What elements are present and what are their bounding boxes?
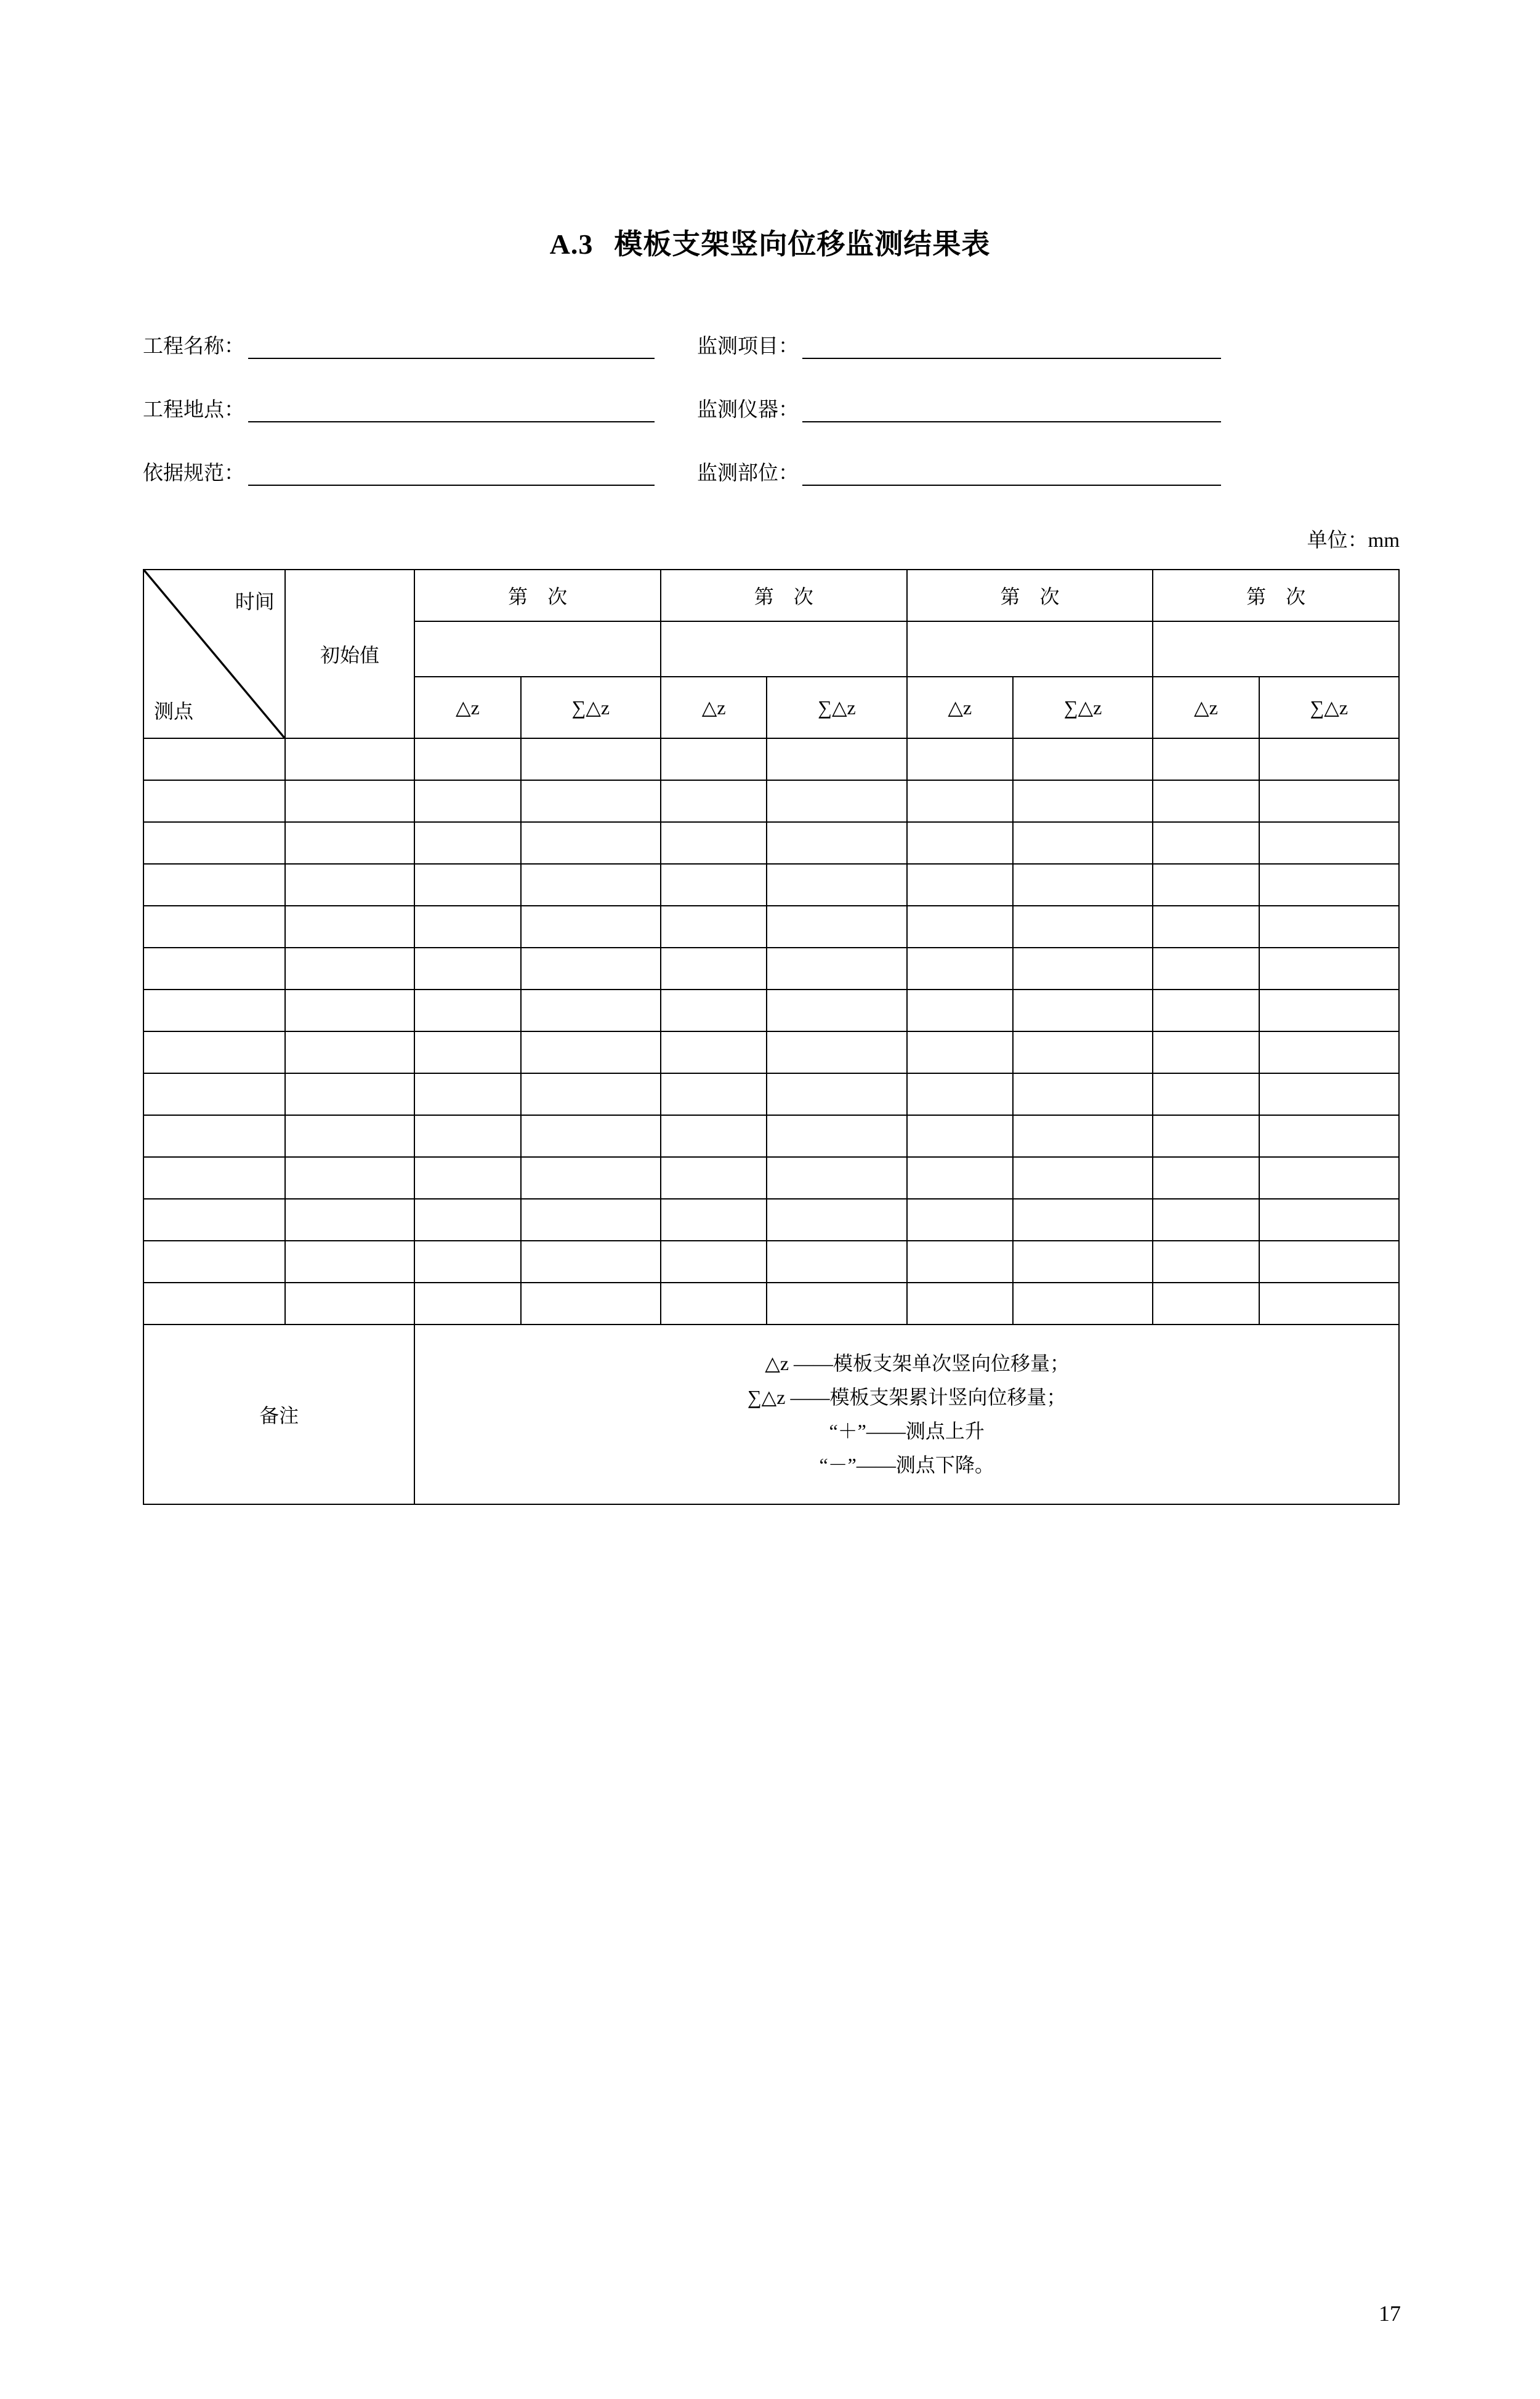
table-row [143,906,1399,948]
cell-point[interactable] [143,864,285,906]
cell-initial-value[interactable] [285,780,415,822]
cell-measurement[interactable] [1153,822,1259,864]
cell-measurement[interactable] [661,948,767,990]
cell-measurement[interactable] [907,1031,1013,1073]
cell-measurement[interactable] [1013,822,1153,864]
cell-measurement[interactable] [907,780,1013,822]
field-row [143,393,1417,422]
cell-measurement[interactable] [1153,1031,1259,1073]
cell-measurement[interactable] [661,1115,767,1157]
field-row [143,457,1417,486]
cell-point[interactable] [143,906,285,948]
field-label: 工程地点： [143,399,244,421]
cell-measurement[interactable] [767,948,906,990]
initial-value-header: 初始值 [285,570,415,738]
cell-initial-value[interactable] [285,864,415,906]
cell-measurement[interactable] [414,1199,520,1241]
cell-measurement[interactable] [414,780,520,822]
cell-measurement[interactable] [767,1073,906,1115]
cell-measurement[interactable] [907,948,1013,990]
symbol-header-1: △z [414,677,520,738]
table-row [143,780,1399,822]
symbol-header-2: ∑△z [521,677,661,738]
corner-time-label: 时间 [235,591,275,613]
cell-measurement[interactable] [767,822,906,864]
cell-measurement[interactable] [521,906,661,948]
cell-measurement[interactable] [907,1199,1013,1241]
table-row [143,1283,1399,1324]
table-row [143,864,1399,906]
field-project-location [143,393,697,422]
field-input-line[interactable] [802,339,1221,359]
cell-measurement[interactable] [767,1283,906,1324]
cell-measurement[interactable] [1153,948,1259,990]
field-input-line[interactable] [248,403,655,422]
field-project-name [143,330,697,359]
table-row [143,948,1399,990]
cell-measurement[interactable] [1153,990,1259,1031]
table-row [143,1073,1399,1115]
cell-point[interactable] [143,1283,285,1324]
cell-measurement[interactable] [521,864,661,906]
cell-measurement[interactable] [907,1241,1013,1283]
cell-measurement[interactable] [414,990,520,1031]
cell-measurement[interactable] [907,1157,1013,1199]
table-row [143,1031,1399,1073]
cell-measurement[interactable] [1013,906,1153,948]
cell-measurement[interactable] [1013,1157,1153,1199]
symbol-header-6: ∑△z [1013,677,1153,738]
cell-measurement[interactable] [1013,990,1153,1031]
cell-measurement[interactable] [767,780,906,822]
cell-measurement[interactable] [521,990,661,1031]
cell-measurement[interactable] [1013,1115,1153,1157]
cell-measurement[interactable] [414,1241,520,1283]
cell-measurement[interactable] [521,822,661,864]
cell-measurement[interactable] [521,1031,661,1073]
cell-point[interactable] [143,948,285,990]
cell-measurement[interactable] [1259,1073,1399,1115]
cell-initial-value[interactable] [285,1241,415,1283]
unit-note: 单位：mm [1307,530,1400,552]
cell-measurement[interactable] [1259,822,1399,864]
cell-measurement[interactable] [907,1115,1013,1157]
document-page [0,222,1540,2399]
cell-measurement[interactable] [1259,1031,1399,1073]
cell-measurement[interactable] [1153,1115,1259,1157]
cell-measurement[interactable] [907,906,1013,948]
table-row [143,1157,1399,1199]
cell-measurement[interactable] [767,738,906,780]
cell-measurement[interactable] [661,780,767,822]
field-monitor-item [697,330,1221,359]
cell-initial-value[interactable] [285,1115,415,1157]
table-row [143,738,1399,780]
cell-point[interactable] [143,1073,285,1115]
corner-point-label: 测点 [154,700,194,722]
cell-measurement[interactable] [1153,1283,1259,1324]
cell-initial-value[interactable] [285,948,415,990]
symbol-header-8: ∑△z [1259,677,1399,738]
remark-content [414,1324,1399,1504]
remark-label: 备注 [143,1324,414,1504]
cell-measurement[interactable] [661,1031,767,1073]
cell-measurement[interactable] [1013,864,1153,906]
remark-line-2: ∑△z ——模板支架累计竖向位移量； [747,1385,1066,1408]
remark-row [143,1324,1399,1504]
cell-point[interactable] [143,738,285,780]
cell-measurement[interactable] [661,738,767,780]
cell-measurement[interactable] [414,1283,520,1324]
cell-measurement[interactable] [414,906,520,948]
cell-measurement[interactable] [521,1283,661,1324]
cell-measurement[interactable] [1013,780,1153,822]
cell-measurement[interactable] [767,1199,906,1241]
table-row [143,1115,1399,1157]
cell-measurement[interactable] [414,1115,520,1157]
cell-measurement[interactable] [521,1115,661,1157]
title-number: A.3 [549,228,594,260]
table-row [143,990,1399,1031]
cell-initial-value[interactable] [285,990,415,1031]
cell-measurement[interactable] [907,990,1013,1031]
cell-point[interactable] [143,822,285,864]
cell-measurement[interactable] [521,738,661,780]
field-monitor-instrument [697,393,1221,422]
corner-header-cell [143,570,285,738]
cell-measurement[interactable] [521,1157,661,1199]
cell-measurement[interactable] [1153,864,1259,906]
cell-measurement[interactable] [661,1199,767,1241]
cell-measurement[interactable] [767,864,906,906]
field-standard-basis [143,457,697,486]
cell-initial-value[interactable] [285,738,415,780]
nth-header-4: 第 次 [1153,570,1399,621]
cell-measurement[interactable] [767,1157,906,1199]
field-label: 监测仪器： [697,399,799,421]
cell-measurement[interactable] [767,1031,906,1073]
cell-measurement[interactable] [1259,1241,1399,1283]
field-label: 监测部位： [697,462,799,485]
cell-measurement[interactable] [1259,990,1399,1031]
cell-point[interactable] [143,1199,285,1241]
cell-measurement[interactable] [767,990,906,1031]
cell-measurement[interactable] [1013,1031,1153,1073]
cell-initial-value[interactable] [285,1157,415,1199]
cell-initial-value[interactable] [285,1199,415,1241]
table-row [143,1199,1399,1241]
cell-measurement[interactable] [414,948,520,990]
cell-initial-value[interactable] [285,822,415,864]
page-title [0,222,1540,262]
symbol-header-5: △z [907,677,1013,738]
remark-line-4: “－”——测点下降。 [819,1454,994,1477]
field-label: 工程名称： [143,336,244,358]
cell-point[interactable] [143,780,285,822]
cell-measurement[interactable] [1013,948,1153,990]
cell-measurement[interactable] [414,1073,520,1115]
remark-line-1: △z ——模板支架单次竖向位移量； [765,1352,1070,1374]
cell-measurement[interactable] [1013,1199,1153,1241]
cell-initial-value[interactable] [285,906,415,948]
cell-initial-value[interactable] [285,1073,415,1115]
cell-measurement[interactable] [1013,1283,1153,1324]
cell-point[interactable] [143,1241,285,1283]
table-header-row-1 [143,570,1399,621]
monitoring-results-table [143,569,1400,1505]
cell-measurement[interactable] [1259,864,1399,906]
cell-measurement[interactable] [1153,906,1259,948]
cell-measurement[interactable] [1153,1073,1259,1115]
field-input-line[interactable] [248,339,655,359]
cell-measurement[interactable] [661,1241,767,1283]
cell-measurement[interactable] [907,738,1013,780]
cell-measurement[interactable] [1013,1073,1153,1115]
cell-measurement[interactable] [661,1073,767,1115]
cell-measurement[interactable] [1259,1115,1399,1157]
cell-measurement[interactable] [1153,1241,1259,1283]
cell-measurement[interactable] [414,1031,520,1073]
cell-measurement[interactable] [521,1199,661,1241]
cell-measurement[interactable] [1259,780,1399,822]
cell-measurement[interactable] [1259,906,1399,948]
cell-measurement[interactable] [767,1241,906,1283]
cell-measurement[interactable] [1259,1283,1399,1324]
date-input-cell-1[interactable] [414,621,661,676]
cell-measurement[interactable] [1153,1199,1259,1241]
cell-measurement[interactable] [414,1157,520,1199]
cell-measurement[interactable] [661,1283,767,1324]
field-input-line[interactable] [248,466,655,486]
cell-initial-value[interactable] [285,1283,415,1324]
cell-measurement[interactable] [907,1283,1013,1324]
cell-point[interactable] [143,1115,285,1157]
cell-measurement[interactable] [521,780,661,822]
symbol-header-4: ∑△z [767,677,906,738]
cell-point[interactable] [143,1031,285,1073]
cell-point[interactable] [143,1157,285,1199]
cell-measurement[interactable] [661,990,767,1031]
cell-measurement[interactable] [1259,738,1399,780]
cell-measurement[interactable] [521,1241,661,1283]
cell-measurement[interactable] [1153,738,1259,780]
cell-measurement[interactable] [767,1115,906,1157]
cell-measurement[interactable] [414,738,520,780]
cell-measurement[interactable] [661,822,767,864]
date-input-cell-3[interactable] [907,621,1153,676]
cell-measurement[interactable] [907,864,1013,906]
field-row [143,330,1417,359]
cell-measurement[interactable] [1259,1157,1399,1199]
cell-measurement[interactable] [521,948,661,990]
cell-measurement[interactable] [1259,1199,1399,1241]
header-fields [0,330,1540,486]
table-row [143,1241,1399,1283]
cell-measurement[interactable] [1259,948,1399,990]
cell-measurement[interactable] [1013,738,1153,780]
monitoring-table-wrapper [0,569,1540,1505]
symbol-header-7: △z [1153,677,1259,738]
nth-header-2: 第 次 [661,570,907,621]
field-monitor-position [697,457,1221,486]
nth-header-3: 第 次 [907,570,1153,621]
field-input-line[interactable] [802,403,1221,422]
title-text: 模板支架竖向位移监测结果表 [614,228,991,260]
cell-measurement[interactable] [1153,1157,1259,1199]
cell-measurement[interactable] [1153,780,1259,822]
date-input-cell-2[interactable] [661,621,907,676]
field-label: 监测项目： [697,336,799,358]
cell-measurement[interactable] [414,822,520,864]
page-number: 17 [1379,2301,1401,2326]
field-label: 依据规范： [143,462,244,485]
cell-measurement[interactable] [414,864,520,906]
date-input-cell-4[interactable] [1153,621,1399,676]
cell-measurement[interactable] [661,1157,767,1199]
symbol-header-3: △z [661,677,767,738]
cell-point[interactable] [143,990,285,1031]
cell-measurement[interactable] [661,906,767,948]
field-input-line[interactable] [802,466,1221,486]
cell-measurement[interactable] [907,1073,1013,1115]
nth-header-1: 第 次 [414,570,661,621]
cell-measurement[interactable] [1013,1241,1153,1283]
cell-measurement[interactable] [661,864,767,906]
cell-measurement[interactable] [521,1073,661,1115]
table-row [143,822,1399,864]
table-data-rows [143,738,1399,1324]
cell-measurement[interactable] [907,822,1013,864]
remark-line-3: “＋”——测点上升 [829,1420,985,1442]
cell-initial-value[interactable] [285,1031,415,1073]
cell-measurement[interactable] [767,906,906,948]
